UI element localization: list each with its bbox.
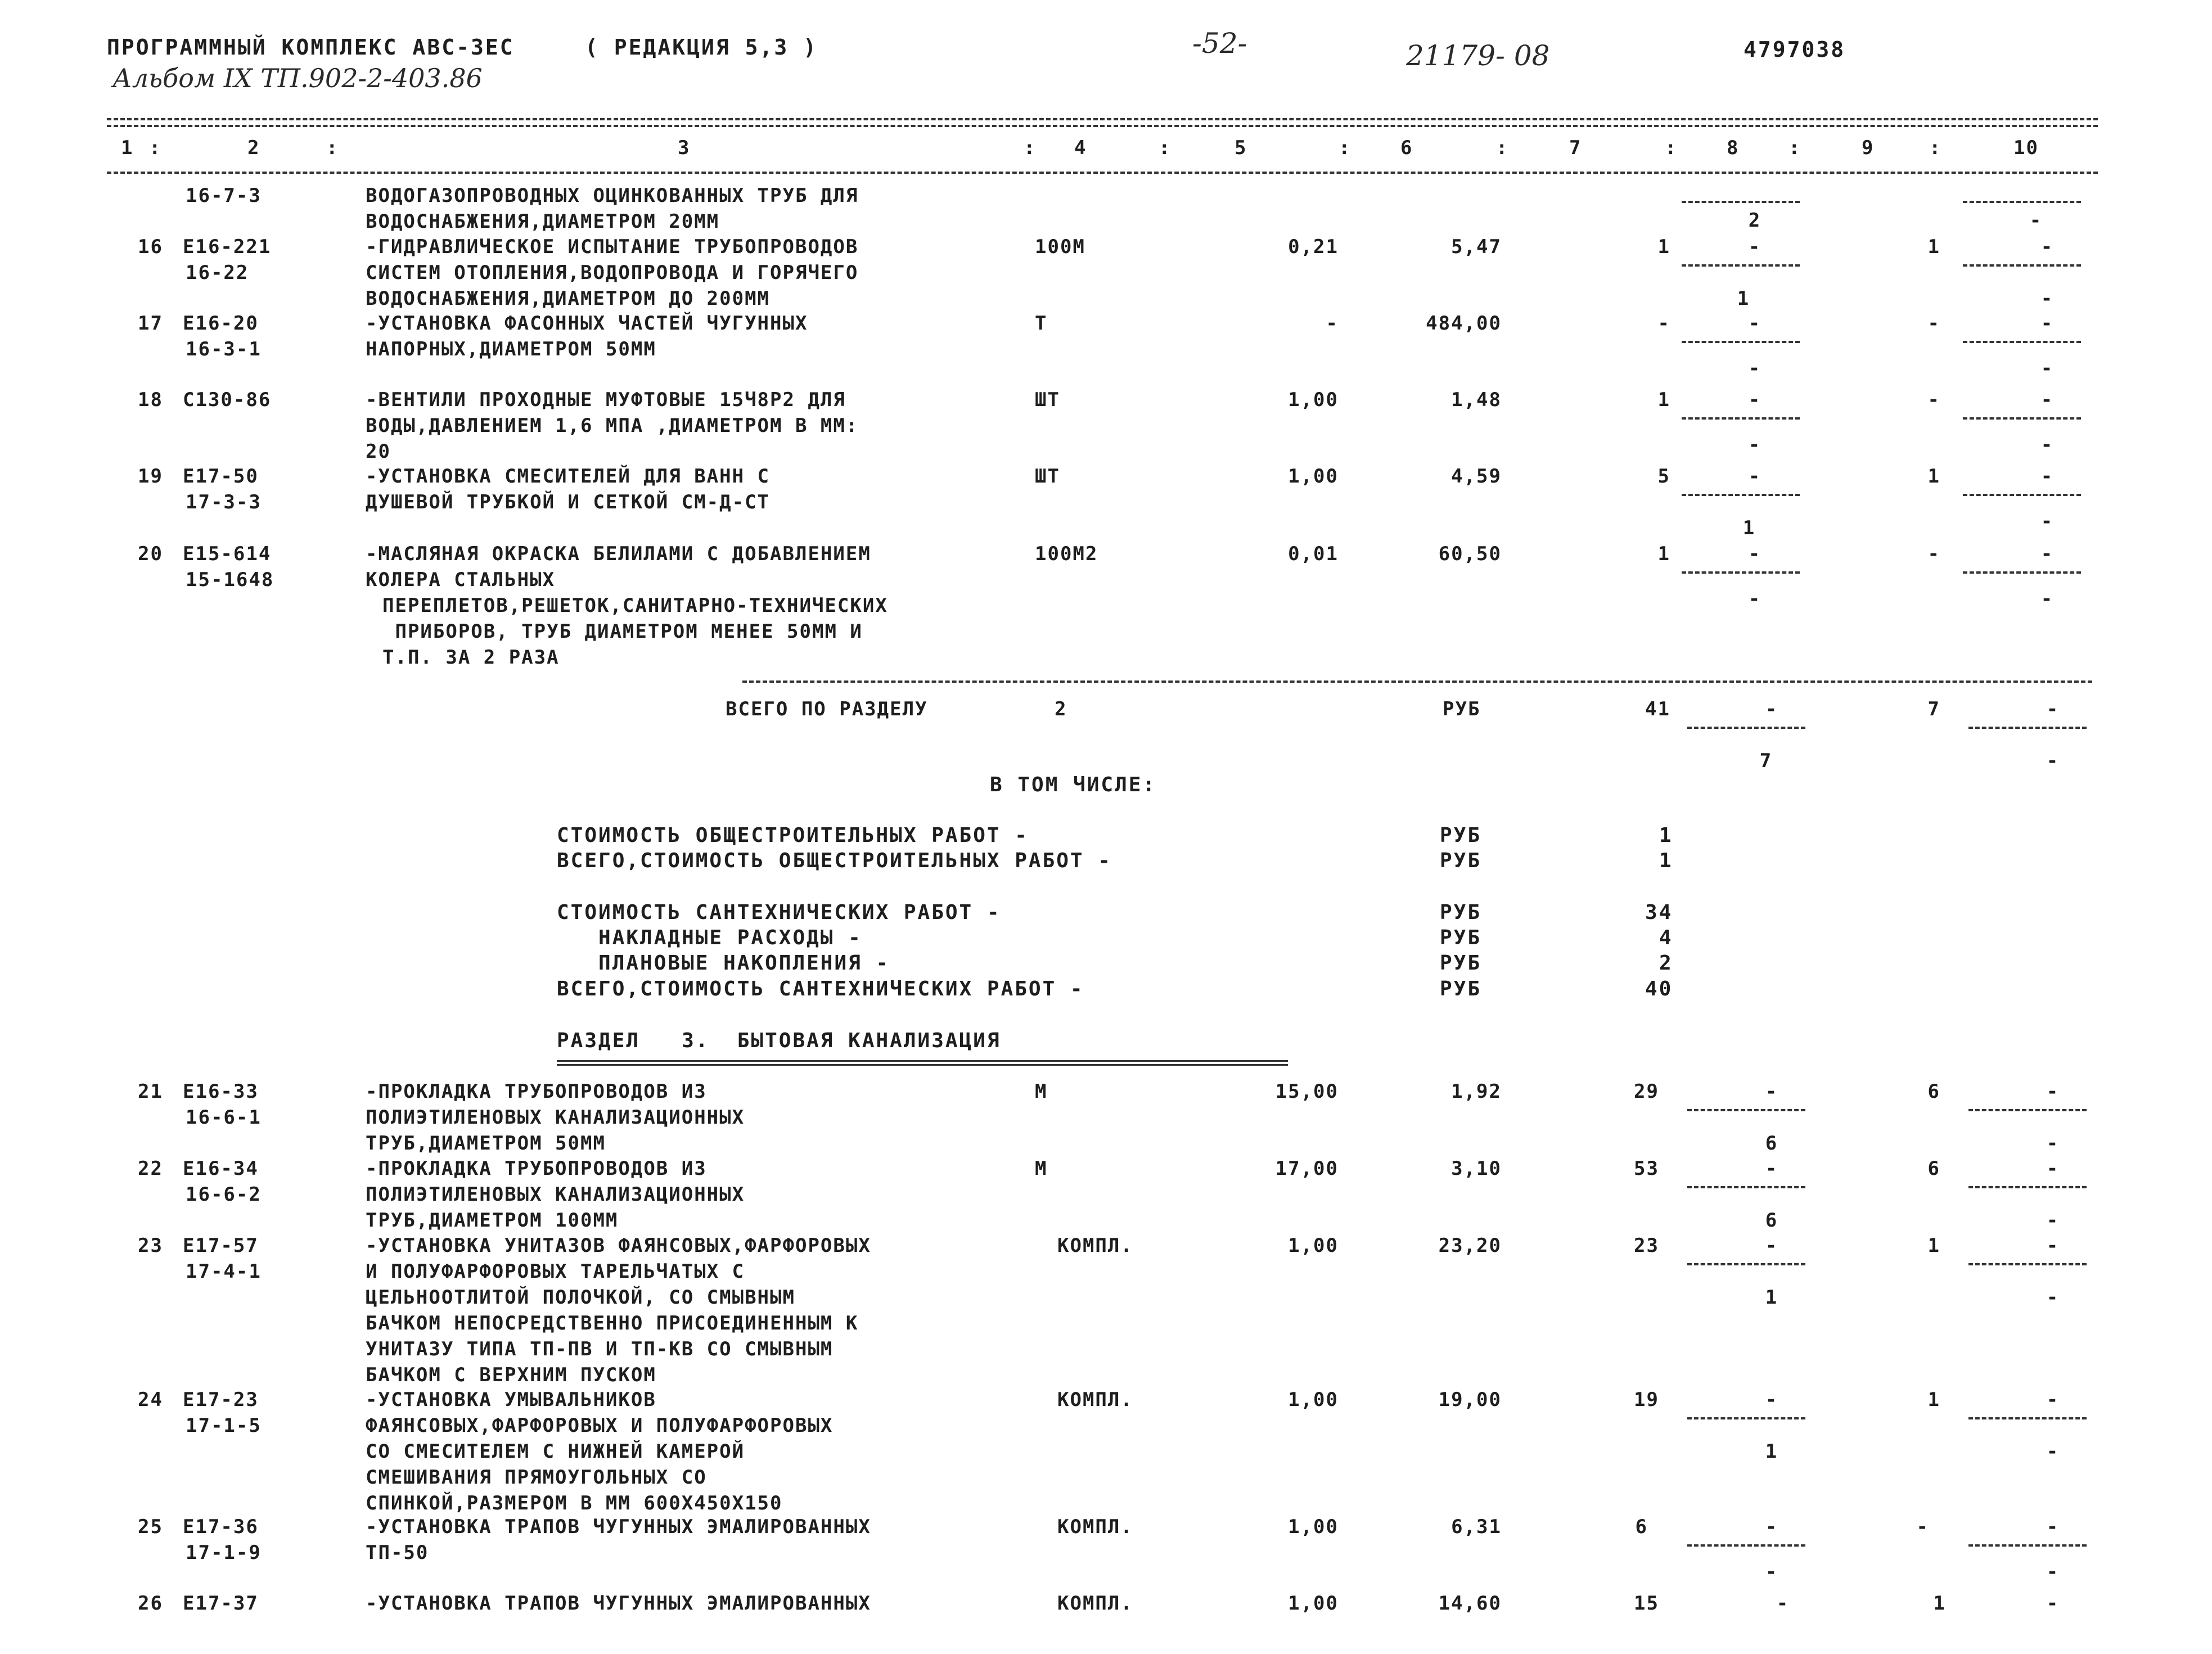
row-desc-line: УНИТАЗУ ТИПА ТП-ПВ И ТП-КВ СО СМЫВНЫМ [366, 1338, 834, 1360]
col-8-top: - [1765, 1389, 1778, 1411]
row-desc-line: -МАСЛЯНАЯ ОКРАСКА БЕЛИЛАМИ С ДОБАВЛЕНИЕМ [366, 543, 871, 565]
row-code-2: 16-6-2 [186, 1183, 262, 1206]
summary-value: 4 [1659, 926, 1673, 949]
fraction-line [1682, 201, 1800, 203]
row-col7: 53 [1634, 1157, 1659, 1180]
row-price: 14,60 [1438, 1592, 1502, 1615]
col-10-top: - [2040, 389, 2054, 411]
row-col7: 23 [1634, 1234, 1659, 1257]
row-desc-line: -ГИДРАВЛИЧЕСКОЕ ИСПЫТАНИЕ ТРУБОПРОВОДОВ [366, 236, 859, 258]
col-sep: : [1159, 137, 1172, 159]
row-desc-line: 20 [366, 440, 391, 463]
header-rule-top [107, 118, 2098, 120]
col-10-bottom: - [2040, 357, 2054, 380]
row-code-2: 17-1-9 [186, 1542, 262, 1564]
row-desc-line: БАЧКОМ С ВЕРХНИМ ПУСКОМ [366, 1364, 656, 1386]
row-price: 6,31 [1451, 1516, 1502, 1538]
col-8-bottom: 1 [1742, 517, 1756, 539]
fraction-line [1968, 1109, 2087, 1111]
col-1-header: 1 [121, 137, 134, 159]
fraction-line [1687, 1417, 1805, 1419]
row-col7: 5 [1657, 465, 1670, 488]
fraction-line [1682, 341, 1800, 343]
fraction-line [1963, 417, 2081, 420]
row-qty: 1,00 [1288, 1389, 1339, 1411]
row-desc-line: ВОДЫ,ДАВЛЕНИЕМ 1,6 МПА ,ДИАМЕТРОМ В ММ: [366, 414, 859, 437]
col-10-bottom: - [2046, 1132, 2060, 1155]
summary-unit: РУБ [1440, 952, 1482, 975]
fraction-line [1963, 201, 2081, 203]
row-number: 25 [138, 1516, 163, 1538]
row-col9: 1 [1927, 236, 1940, 258]
row-desc-line: СПИНКОЙ,РАЗМЕРОМ В ММ 600Х450Х150 [366, 1492, 783, 1515]
page-number: -52- [1192, 27, 1247, 60]
col-10-top: - [2046, 1592, 2060, 1615]
col-10-bottom: - [2046, 1440, 2060, 1463]
row-desc-line: ПОЛИЭТИЛЕНОВЫХ КАНАЛИЗАЦИОННЫХ [366, 1183, 745, 1206]
col-8-bottom: - [1765, 1561, 1778, 1583]
row-qty: 0,21 [1288, 236, 1339, 258]
summary-unit: РУБ [1440, 926, 1482, 949]
col-8-top: - [1748, 543, 1762, 565]
fraction-line [1963, 341, 2081, 343]
summary-value: 40 [1645, 977, 1673, 1000]
summary-unit: РУБ [1440, 977, 1482, 1000]
row-code: Е16-20 [183, 312, 259, 335]
col-8-bottom: 2 [1748, 209, 1762, 232]
row-code-2: 16-22 [186, 262, 249, 284]
row-desc-line: -ПРОКЛАДКА ТРУБОПРОВОДОВ ИЗ [366, 1157, 707, 1180]
summary-value: 2 [1659, 952, 1673, 975]
col-3-header: 3 [678, 137, 691, 159]
row-number: 17 [138, 312, 163, 335]
row-code-2: 16-3-1 [186, 338, 262, 360]
row-code: Е16-34 [183, 1157, 259, 1180]
row-code: 16-7-3 [186, 184, 262, 207]
row-unit: КОМПЛ. [1057, 1592, 1133, 1615]
album-reference: Альбом IX ТП.902-2-403.86 [112, 63, 483, 93]
row-desc-line: НАПОРНЫХ,ДИАМЕТРОМ 50ММ [366, 338, 656, 360]
row-code: Е17-57 [183, 1234, 259, 1257]
col-10-header: 10 [2013, 137, 2039, 159]
fraction-line [1963, 571, 2081, 574]
col-10-top: - [2046, 1516, 2060, 1538]
fraction-line [1968, 1263, 2087, 1265]
row-qty: 0,01 [1288, 543, 1339, 565]
col-10-top: - [2046, 1080, 2060, 1103]
row-price: 1,92 [1451, 1080, 1502, 1103]
col-8-bottom: - [1748, 434, 1762, 456]
row-desc-line: ВОДОСНАБЖЕНИЯ,ДИАМЕТРОМ 20ММ [366, 210, 720, 233]
col-sep: : [1024, 137, 1037, 159]
row-col9: - [1916, 1516, 1929, 1538]
section-total-col9: 7 [1927, 698, 1940, 720]
col-8-bottom: - [1748, 588, 1762, 610]
section-total-rule [742, 680, 2092, 683]
col-8-top: - [1748, 236, 1762, 258]
col-10-bottom: - [2040, 510, 2054, 533]
col-sep: : [1339, 137, 1351, 159]
row-desc-line: КОЛЕРА СТАЛЬНЫХ [366, 569, 556, 591]
row-col7: 15 [1634, 1592, 1659, 1615]
row-unit: КОМПЛ. [1057, 1389, 1133, 1411]
col-8-top: - [1765, 698, 1778, 720]
section-3-title: РАЗДЕЛ 3. БЫТОВАЯ КАНАЛИЗАЦИЯ [557, 1029, 1001, 1052]
row-desc-line: ФАЯНСОВЫХ,ФАРФОРОВЫХ И ПОЛУФАРФОРОВЫХ [366, 1414, 834, 1437]
section-total-col7: 41 [1645, 698, 1670, 720]
document-number: 21179- 08 [1406, 39, 1550, 72]
row-number: 19 [138, 465, 163, 488]
row-number: 23 [138, 1234, 163, 1257]
fraction-line [1682, 417, 1800, 420]
row-desc-line: Т.П. ЗА 2 РАЗА [382, 646, 560, 669]
edition-label: ( РЕДАКЦИЯ 5,3 ) [585, 35, 818, 60]
section-total-section: 2 [1055, 698, 1067, 720]
summary-label: ВСЕГО,СТОИМОСТЬ САНТЕХНИЧЕСКИХ РАБОТ - [557, 977, 1084, 1000]
col-2-header: 2 [247, 137, 260, 159]
summary-unit: РУБ [1440, 849, 1482, 872]
row-desc-line: ТП-50 [366, 1542, 429, 1564]
row-col7: 1 [1657, 236, 1670, 258]
row-col9: 1 [1927, 465, 1940, 488]
col-sep: : [1929, 137, 1942, 159]
col-10-bottom: - [2040, 434, 2054, 456]
col-8-top: - [1748, 465, 1762, 488]
row-price: 4,59 [1451, 465, 1502, 488]
row-col7: - [1657, 312, 1670, 335]
row-number: 21 [138, 1080, 163, 1103]
summary-value: 34 [1645, 901, 1673, 924]
row-number: 16 [138, 236, 163, 258]
row-price: 23,20 [1438, 1234, 1502, 1257]
col-10-top: - [2040, 465, 2054, 488]
row-desc-line: СО СМЕСИТЕЛЕМ С НИЖНЕЙ КАМЕРОЙ [366, 1440, 745, 1463]
col-10-bottom: - [2046, 1561, 2060, 1583]
col-7-header: 7 [1569, 137, 1582, 159]
fraction-line [1687, 1109, 1805, 1111]
row-number: 24 [138, 1389, 163, 1411]
row-price: 484,00 [1426, 312, 1502, 335]
row-col9: 1 [1927, 1234, 1940, 1257]
col-6-header: 6 [1400, 137, 1413, 159]
row-col9: 1 [1927, 1389, 1940, 1411]
header-rule-top-2 [107, 125, 2098, 127]
col-10-bottom: - [2029, 209, 2043, 232]
col-8-top: - [1776, 1592, 1790, 1615]
row-desc-line: -ВЕНТИЛИ ПРОХОДНЫЕ МУФТОВЫЕ 15Ч8Р2 ДЛЯ [366, 389, 846, 411]
col-8-bottom: 6 [1765, 1209, 1778, 1232]
row-desc-line: -УСТАНОВКА ТРАПОВ ЧУГУННЫХ ЭМАЛИРОВАННЫХ [366, 1516, 871, 1538]
fraction-line [1968, 727, 2087, 729]
row-price: 19,00 [1438, 1389, 1502, 1411]
row-col9: 1 [1933, 1592, 1946, 1615]
row-desc-line: ПОЛИЭТИЛЕНОВЫХ КАНАЛИЗАЦИОННЫХ [366, 1106, 745, 1129]
row-col9: - [1927, 389, 1940, 411]
row-qty: 1,00 [1288, 1516, 1339, 1538]
col-sep: : [149, 137, 162, 159]
row-desc-line: -УСТАНОВКА СМЕСИТЕЛЕЙ ДЛЯ ВАНН С [366, 465, 771, 488]
row-price: 60,50 [1438, 543, 1502, 565]
row-desc-line: ВОДОСНАБЖЕНИЯ,ДИАМЕТРОМ ДО 200ММ [366, 287, 771, 310]
row-code-2: 17-3-3 [186, 491, 262, 513]
row-desc-line: ДУШЕВОЙ ТРУБКОЙ И СЕТКОЙ СМ-Д-СТ [366, 491, 771, 513]
fraction-line [1687, 1263, 1805, 1265]
summary-value: 1 [1659, 824, 1673, 847]
row-desc-line: -ПРОКЛАДКА ТРУБОПРОВОДОВ ИЗ [366, 1080, 707, 1103]
row-number: 18 [138, 389, 163, 411]
row-unit: КОМПЛ. [1057, 1234, 1133, 1257]
col-8-bottom: 6 [1765, 1132, 1778, 1155]
summary-label: ВСЕГО,СТОИМОСТЬ ОБЩЕСТРОИТЕЛЬНЫХ РАБОТ - [557, 849, 1112, 872]
fraction-line [1682, 494, 1800, 496]
col-10-bottom: - [2040, 588, 2054, 610]
row-qty: 1,00 [1288, 389, 1339, 411]
row-code-2: 17-4-1 [186, 1260, 262, 1283]
col-sep: : [1788, 137, 1801, 159]
row-desc-line: -УСТАНОВКА УМЫВАЛЬНИКОВ [366, 1389, 656, 1411]
row-code: Е17-23 [183, 1389, 259, 1411]
row-unit: ШТ [1035, 389, 1060, 411]
row-code-2: 16-6-1 [186, 1106, 262, 1129]
col-9-header: 9 [1862, 137, 1875, 159]
row-price: 5,47 [1451, 236, 1502, 258]
col-sep: : [1665, 137, 1678, 159]
col-8-header: 8 [1727, 137, 1740, 159]
col-8-top: - [1765, 1516, 1778, 1538]
col-8-top: - [1765, 1157, 1778, 1180]
row-code-2: 15-1648 [186, 569, 274, 591]
row-code: Е16-33 [183, 1080, 259, 1103]
col-8-bottom: 7 [1759, 750, 1773, 772]
col-10-bottom: - [2046, 1286, 2060, 1309]
row-unit: 100М [1035, 236, 1085, 258]
summary-label: СТОИМОСТЬ ОБЩЕСТРОИТЕЛЬНЫХ РАБОТ - [557, 824, 1029, 847]
col-8-top: - [1748, 389, 1762, 411]
fraction-line [1968, 1417, 2087, 1419]
row-desc-line: БАЧКОМ НЕПОСРЕДСТВЕННО ПРИСОЕДИНЕННЫМ К [366, 1312, 859, 1335]
row-code: С130-86 [183, 389, 272, 411]
row-desc-line: ВОДОГАЗОПРОВОДНЫХ ОЦИНКОВАННЫХ ТРУБ ДЛЯ [366, 184, 859, 207]
fraction-line [1968, 1186, 2087, 1188]
row-code: Е16-221 [183, 236, 272, 258]
col-10-top: - [2046, 1389, 2060, 1411]
row-code: Е17-37 [183, 1592, 259, 1615]
col-10-top: - [2040, 543, 2054, 565]
fraction-line [1968, 1544, 2087, 1547]
row-col7: 19 [1634, 1389, 1659, 1411]
summary-unit: РУБ [1440, 824, 1482, 847]
summary-label: СТОИМОСТЬ САНТЕХНИЧЕСКИХ РАБОТ - [557, 901, 1001, 924]
summary-label: НАКЛАДНЫЕ РАСХОДЫ - [557, 926, 862, 949]
row-code: Е15-614 [183, 543, 272, 565]
row-number: 20 [138, 543, 163, 565]
row-col9: 6 [1927, 1080, 1940, 1103]
row-desc-line: ТРУБ,ДИАМЕТРОМ 50ММ [366, 1132, 606, 1155]
fraction-line [1963, 494, 2081, 496]
row-desc-line: -УСТАНОВКА ФАСОННЫХ ЧАСТЕЙ ЧУГУННЫХ [366, 312, 808, 335]
fraction-line [1687, 1544, 1805, 1547]
program-title: ПРОГРАММНЫЙ КОМПЛЕКС АВС-3ЕС [107, 35, 515, 60]
fraction-line [1682, 264, 1800, 267]
col-4-header: 4 [1074, 137, 1087, 159]
row-code: Е17-50 [183, 465, 259, 488]
col-sep: : [326, 137, 339, 159]
row-col7: 6 [1635, 1516, 1648, 1538]
row-desc-line: ТРУБ,ДИАМЕТРОМ 100ММ [366, 1209, 619, 1232]
col-8-top: - [1748, 312, 1762, 335]
section-total-unit: РУБ [1443, 698, 1481, 720]
fraction-line [1963, 264, 2081, 267]
row-qty: 1,00 [1288, 465, 1339, 488]
col-8-top: - [1765, 1234, 1778, 1257]
row-desc-line: ПЕРЕПЛЕТОВ,РЕШЕТОК,САНИТАРНО-ТЕХНИЧЕСКИХ [382, 594, 888, 617]
col-8-bottom: 1 [1765, 1286, 1778, 1309]
col-8-bottom: 1 [1765, 1440, 1778, 1463]
row-col7: 29 [1634, 1080, 1659, 1103]
row-col7: 1 [1657, 389, 1670, 411]
document-code: 4797038 [1744, 37, 1846, 62]
col-10-top: - [2046, 1234, 2060, 1257]
col-8-bottom: - [1748, 357, 1762, 380]
row-col9: 6 [1927, 1157, 1940, 1180]
col-8-bottom: 1 [1737, 287, 1750, 310]
header-rule-bottom [107, 172, 2098, 174]
section-total-label: ВСЕГО ПО РАЗДЕЛУ [726, 698, 928, 720]
row-number: 26 [138, 1592, 163, 1615]
row-code: Е17-36 [183, 1516, 259, 1538]
summary-label: ПЛАНОВЫЕ НАКОПЛЕНИЯ - [557, 952, 890, 975]
row-code-2: 17-1-5 [186, 1414, 262, 1437]
row-price: 3,10 [1451, 1157, 1502, 1180]
row-qty: 15,00 [1275, 1080, 1339, 1103]
row-desc-line: И ПОЛУФАРФОРОВЫХ ТАРЕЛЬЧАТЫХ С [366, 1260, 745, 1283]
fraction-line [1687, 727, 1805, 729]
col-10-top: - [2040, 312, 2054, 335]
row-desc-line: -УСТАНОВКА ТРАПОВ ЧУГУННЫХ ЭМАЛИРОВАННЫХ [366, 1592, 871, 1615]
including-heading: В ТОМ ЧИСЛЕ: [990, 773, 1157, 796]
row-col7: 1 [1657, 543, 1670, 565]
row-qty: - [1326, 312, 1339, 335]
row-desc-line: ПРИБОРОВ, ТРУБ ДИАМЕТРОМ МЕНЕЕ 50ММ И [382, 620, 863, 643]
row-desc-line: СИСТЕМ ОТОПЛЕНИЯ,ВОДОПРОВОДА И ГОРЯЧЕГО [366, 262, 859, 284]
section-3-underline [557, 1060, 1288, 1066]
fraction-line [1687, 1186, 1805, 1188]
row-qty: 1,00 [1288, 1592, 1339, 1615]
col-10-top: - [2046, 1157, 2060, 1180]
row-desc-line: ЦЕЛЬНООТЛИТОЙ ПОЛОЧКОЙ, СО СМЫВНЫМ [366, 1286, 795, 1309]
row-col9: - [1927, 312, 1940, 335]
row-unit: М [1035, 1157, 1048, 1180]
row-desc-line: -УСТАНОВКА УНИТАЗОВ ФАЯНСОВЫХ,ФАРФОРОВЫХ [366, 1234, 871, 1257]
row-unit: М [1035, 1080, 1048, 1103]
row-qty: 17,00 [1275, 1157, 1339, 1180]
col-sep: : [1496, 137, 1509, 159]
row-unit: ШТ [1035, 465, 1060, 488]
row-unit: 100М2 [1035, 543, 1098, 565]
row-number: 22 [138, 1157, 163, 1180]
col-10-bottom: - [2040, 287, 2054, 310]
col-5-header: 5 [1235, 137, 1247, 159]
row-col9: - [1927, 543, 1940, 565]
col-10-bottom: - [2046, 1209, 2060, 1232]
summary-unit: РУБ [1440, 901, 1482, 924]
col-10-bottom: - [2046, 750, 2060, 772]
row-unit: Т [1035, 312, 1048, 335]
row-price: 1,48 [1451, 389, 1502, 411]
row-unit: КОМПЛ. [1057, 1516, 1133, 1538]
fraction-line [1682, 571, 1800, 574]
summary-value: 1 [1659, 849, 1673, 872]
row-desc-line: СМЕШИВАНИЯ ПРЯМОУГОЛЬНЫХ СО [366, 1466, 707, 1489]
col-8-top: - [1765, 1080, 1778, 1103]
row-qty: 1,00 [1288, 1234, 1339, 1257]
col-10-top: - [2046, 698, 2060, 720]
col-10-top: - [2040, 236, 2054, 258]
